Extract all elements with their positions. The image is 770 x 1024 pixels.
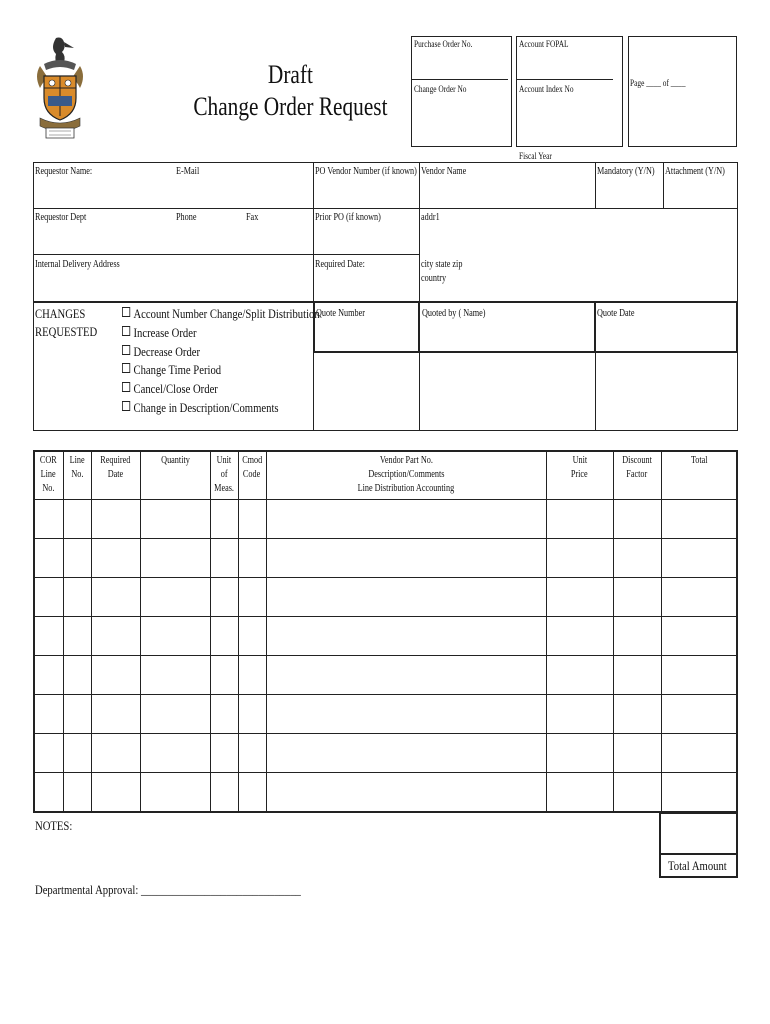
table-header-text: Code <box>243 469 261 480</box>
city-state-zip-label: city state zip <box>421 259 463 270</box>
option-change-time-period[interactable]: Change Time Period <box>122 361 363 380</box>
table-row-divider <box>33 811 738 812</box>
changes-label-line2: REQUESTED <box>35 324 98 339</box>
country-label: country <box>421 273 447 284</box>
requestor-dept-label: Requestor Dept <box>35 212 87 223</box>
table-row[interactable] <box>33 694 738 733</box>
option-account-number-change[interactable]: Account Number Change/Split Distribution <box>122 305 363 324</box>
title-line1: Draft <box>267 60 313 89</box>
change-options-list <box>122 305 363 418</box>
table-header-text: Unit <box>572 455 587 466</box>
total-amount-label: Total Amount <box>668 858 727 873</box>
table-header-cell <box>546 454 613 482</box>
option-cancel-close-order[interactable]: Cancel/Close Order <box>122 380 363 399</box>
quote-date-label: Quote Date <box>597 308 635 319</box>
fiscal-year-label: Fiscal Year <box>519 151 552 161</box>
table-header-text: Line Distribution Accounting <box>357 483 455 494</box>
table-row[interactable] <box>33 772 738 811</box>
table-header-text: Line <box>69 455 85 466</box>
checkbox-icon[interactable] <box>122 326 130 336</box>
email-label: E-Mail <box>176 166 200 177</box>
table-header-cell <box>210 454 238 496</box>
checkbox-icon[interactable] <box>122 401 130 411</box>
required-date-label: Required Date: <box>315 259 365 270</box>
internal-delivery-label: Internal Delivery Address <box>35 259 120 270</box>
table-header-text: Factor <box>626 469 648 480</box>
account-fopal-label: Account FOPAL <box>519 39 569 49</box>
table-row[interactable] <box>33 733 738 772</box>
requestor-name-label: Requestor Name: <box>35 166 93 177</box>
table-header-text: of <box>220 469 228 480</box>
notes-label: NOTES: <box>35 818 73 833</box>
changes-label-line1: CHANGES <box>35 306 86 321</box>
departmental-approval-line[interactable]: Departmental Approval: ______________________________ <box>35 882 301 897</box>
table-header-text: Meas. <box>214 483 234 494</box>
option-change-description[interactable]: Change in Description/Comments <box>122 399 363 418</box>
table-header-text: No. <box>70 469 84 480</box>
table-header-cell <box>91 454 140 482</box>
table-header-cell <box>266 454 546 496</box>
purchase-order-no-label: Purchase Order No. <box>414 39 473 49</box>
attachment-label: Attachment (Y/N) <box>665 166 725 177</box>
table-header-text: COR <box>39 455 57 466</box>
table-header-text: Price <box>571 469 588 480</box>
table-row[interactable] <box>33 538 738 577</box>
table-row[interactable] <box>33 655 738 694</box>
table-header-cell <box>140 454 210 468</box>
change-order-no-label: Change Order No <box>414 84 467 94</box>
quoted-by-label: Quoted by ( Name) <box>422 308 486 319</box>
prior-po-label: Prior PO (if known) <box>315 212 381 223</box>
checkbox-icon[interactable] <box>122 307 130 317</box>
po-vendor-number-label: PO Vendor Number (if known) <box>315 166 417 177</box>
requestor-section <box>33 162 738 302</box>
table-header-cell <box>63 454 91 482</box>
table-row[interactable] <box>33 577 738 616</box>
title-line2: Change Order Request <box>192 92 388 121</box>
table-header-text: Cmod <box>241 455 263 466</box>
page-of-label: Page ____ of ____ <box>630 78 686 88</box>
checkbox-icon[interactable] <box>122 382 130 392</box>
table-header-text: Required <box>100 455 131 466</box>
table-row[interactable] <box>33 499 738 538</box>
table-header-cell <box>33 454 63 496</box>
vendor-name-label: Vendor Name <box>421 166 467 177</box>
table-header-cell <box>238 454 266 482</box>
option-decrease-order[interactable]: Decrease Order <box>122 343 363 362</box>
form-title <box>170 60 410 122</box>
table-row[interactable] <box>33 616 738 655</box>
total-amount-value-box[interactable] <box>659 812 738 855</box>
table-header-text: No. <box>41 483 55 494</box>
table-header-text: Description/Comments <box>367 469 445 480</box>
quote-number-label: Quote Number <box>316 308 365 319</box>
table-header-text: Date <box>107 469 124 480</box>
checkbox-icon[interactable] <box>122 345 130 355</box>
option-increase-order[interactable]: Increase Order <box>122 324 363 343</box>
phone-label: Phone <box>176 212 197 223</box>
table-header-text: Unit <box>216 455 232 466</box>
table-header-cell <box>661 454 738 468</box>
table-header-text: Line <box>40 469 56 480</box>
table-header-text: Total <box>691 455 708 466</box>
addr1-label: addr1 <box>421 212 440 223</box>
table-header-text: Vendor Part No. <box>379 455 433 466</box>
fax-label: Fax <box>246 212 259 223</box>
account-index-no-label: Account Index No <box>519 84 574 94</box>
table-header-cell <box>613 454 661 482</box>
university-crest-logo <box>34 36 86 144</box>
table-header-text: Discount <box>622 455 652 466</box>
mandatory-label: Mandatory (Y/N) <box>597 166 655 177</box>
page-box <box>628 36 737 147</box>
checkbox-icon[interactable] <box>122 363 130 373</box>
table-header-text: Quantity <box>160 455 190 466</box>
